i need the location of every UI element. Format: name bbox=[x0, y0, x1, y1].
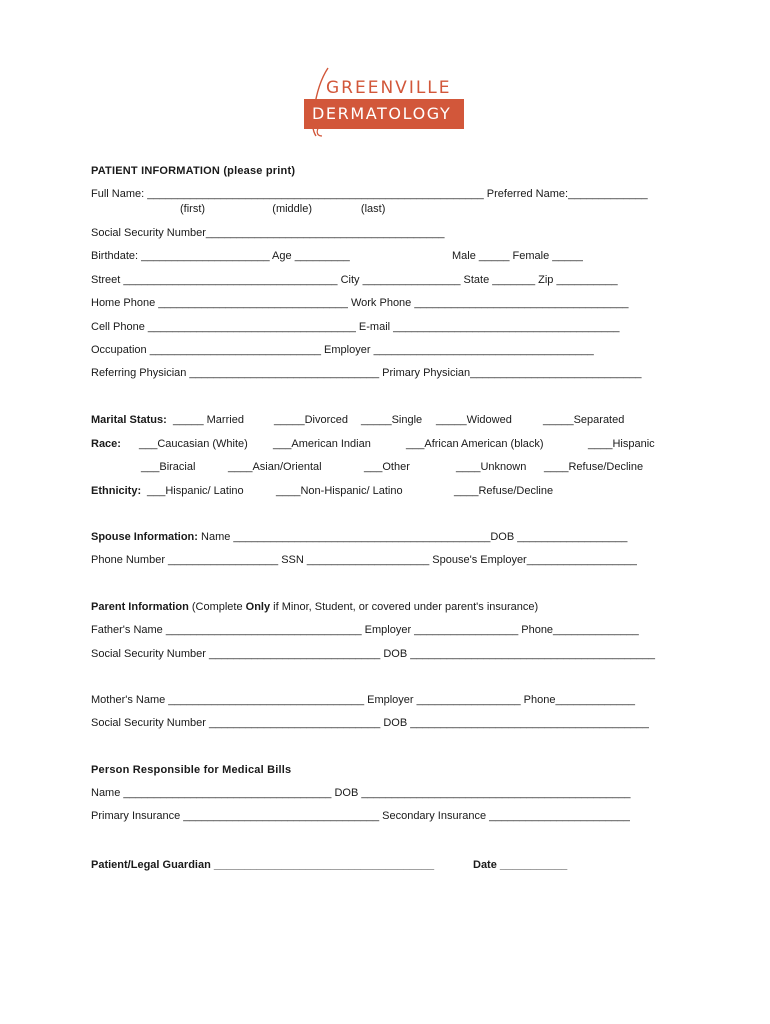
marital-status-label: Marital Status: bbox=[91, 414, 167, 426]
parent-info-label: Parent Information bbox=[91, 601, 189, 613]
responsible-heading: Person Responsible for Medical Bills bbox=[91, 764, 292, 776]
ssn-field[interactable]: Social Security Number_______________________________________ bbox=[91, 227, 445, 239]
ethnicity-option-refuse[interactable]: ____Refuse/Decline bbox=[454, 485, 554, 497]
race-option-american-indian[interactable]: ___American Indian bbox=[273, 438, 371, 450]
logo-line1: GREENVILLE bbox=[326, 78, 452, 98]
race-option-other[interactable]: ___Other bbox=[364, 461, 410, 473]
parent-note-only: Only bbox=[245, 601, 271, 613]
marital-option-separated[interactable]: _____Separated bbox=[543, 414, 625, 426]
race-option-caucasian[interactable]: ___Caucasian (White) bbox=[139, 438, 248, 450]
mother-ssn-field[interactable]: Social Security Number ____________________________ DOB _______________________________________ bbox=[91, 717, 649, 729]
occupation-employer-field[interactable]: Occupation ____________________________ Employer ____________________________________ bbox=[91, 344, 594, 356]
responsible-name-field[interactable]: Name __________________________________ DOB ____________________________________________ bbox=[91, 787, 631, 799]
mother-field[interactable]: Mother's Name ________________________________ Employer _________________ Phone_____________ bbox=[91, 694, 636, 706]
spouse-phone-field[interactable]: Phone Number __________________ SSN ____________________ Spouse's Employer__________________ bbox=[91, 554, 637, 566]
race-option-asian[interactable]: ____Asian/Oriental bbox=[228, 461, 322, 473]
race-option-unknown[interactable]: ____Unknown bbox=[456, 461, 527, 473]
ethnicity-label: Ethnicity: bbox=[91, 485, 142, 497]
insurance-field[interactable]: Primary Insurance ________________________________ Secondary Insurance _______________________ bbox=[91, 810, 630, 822]
ethnicity-option-non-hispanic[interactable]: ____Non-Hispanic/ Latino bbox=[276, 485, 403, 497]
race-option-biracial[interactable]: ___Biracial bbox=[141, 461, 196, 473]
race-option-african-american[interactable]: ___African American (black) bbox=[406, 438, 544, 450]
patient-info-heading: PATIENT INFORMATION (please print) bbox=[91, 165, 296, 177]
parent-note-a: (Complete bbox=[188, 601, 246, 613]
marital-option-married[interactable]: _____ Married bbox=[173, 414, 244, 426]
logo-band bbox=[304, 99, 464, 129]
spouse-name-row bbox=[91, 530, 627, 544]
greenville-dermatology-logo bbox=[298, 66, 470, 138]
birthdate-age-field[interactable]: Birthdate: _____________________ Age _________ bbox=[91, 250, 350, 262]
logo-line2: DERMATOLOGY bbox=[312, 104, 452, 123]
marital-option-widowed[interactable]: _____Widowed bbox=[436, 414, 512, 426]
parent-info-heading bbox=[91, 600, 538, 614]
ethnicity-option-hispanic[interactable]: ___Hispanic/ Latino bbox=[147, 485, 244, 497]
name-parts-caption: (first) (middle) (last) bbox=[180, 203, 386, 215]
marital-option-single[interactable]: _____Single bbox=[361, 414, 423, 426]
race-label: Race: bbox=[91, 438, 121, 450]
father-field[interactable]: Father's Name ________________________________ Employer _________________ Phone______________ bbox=[91, 624, 639, 636]
parent-note-b: if Minor, Student, or covered under parent's insurance) bbox=[270, 601, 539, 613]
full-name-field[interactable]: Full Name: _______________________________________________________ Preferred Name:_____________ bbox=[91, 188, 648, 200]
spouse-info-label: Spouse Information: bbox=[91, 531, 198, 543]
physician-field[interactable]: Referring Physician _______________________________ Primary Physician____________________________ bbox=[91, 367, 642, 379]
marital-option-divorced[interactable]: _____Divorced bbox=[274, 414, 348, 426]
sex-field[interactable]: Male _____ Female _____ bbox=[452, 250, 583, 262]
phone-field[interactable]: Home Phone _______________________________ Work Phone ___________________________________ bbox=[91, 297, 629, 309]
signature-date-field[interactable]: Date ___________ bbox=[473, 859, 568, 871]
father-ssn-field[interactable]: Social Security Number ____________________________ DOB ________________________________________ bbox=[91, 648, 655, 660]
race-option-hispanic[interactable]: ____Hispanic bbox=[588, 438, 655, 450]
address-field[interactable]: Street ___________________________________ City ________________ State _______ Zip __________ bbox=[91, 274, 618, 286]
guardian-signature-field[interactable]: Patient/Legal Guardian ____________________________________ bbox=[91, 859, 435, 871]
cell-email-field[interactable]: Cell Phone __________________________________ E-mail _____________________________________ bbox=[91, 321, 620, 333]
spouse-name-field[interactable]: Name __________________________________________DOB __________________ bbox=[197, 531, 628, 543]
race-option-refuse[interactable]: ____Refuse/Decline bbox=[544, 461, 644, 473]
